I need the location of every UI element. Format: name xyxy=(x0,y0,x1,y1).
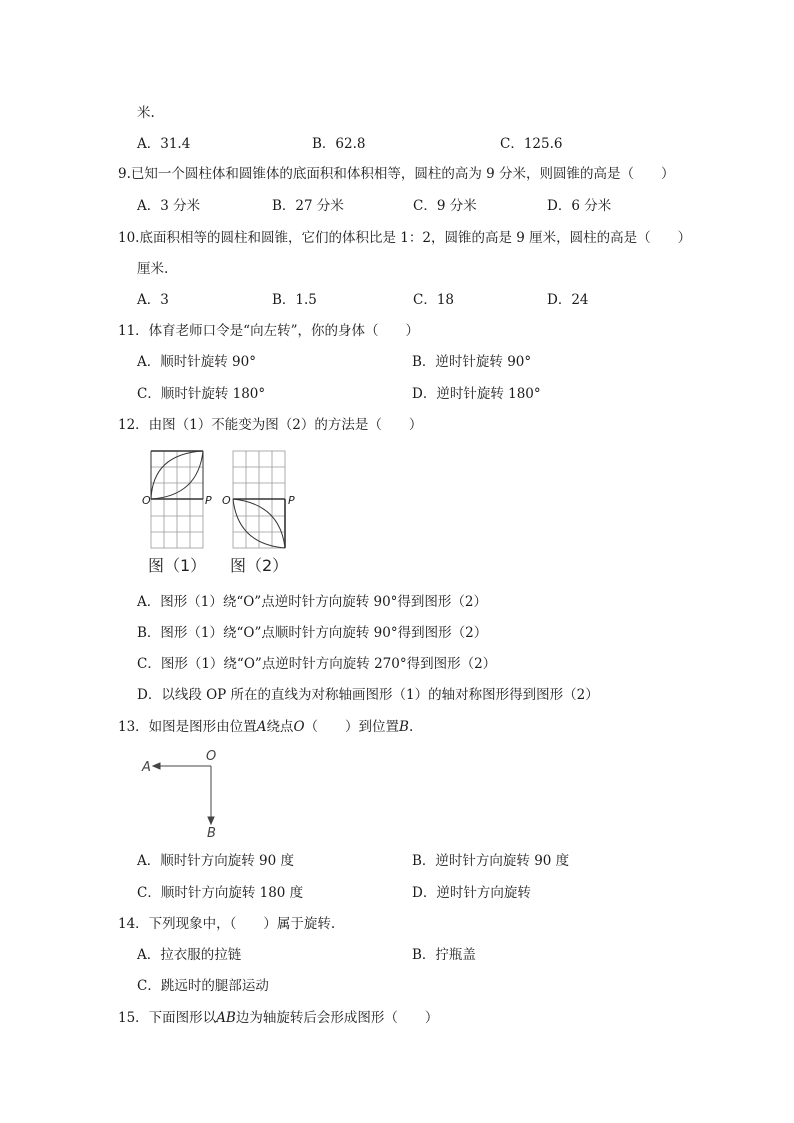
fig1-label-o: O xyxy=(142,494,151,507)
fig2-caption: 图（2） xyxy=(230,556,289,575)
q9-option-d[interactable]: D．6 分米 xyxy=(547,198,612,214)
q10-stem: 10.底面积相等的圆柱和圆锥，它们的体积比是 1：2，圆锥的高是 9 厘米，圆柱的高是（ ） xyxy=(118,230,692,246)
q14-stem: 14．下列现象中，（ ）属于旋转. xyxy=(118,916,336,932)
q11-option-b[interactable]: B．逆时针旋转 90° xyxy=(412,354,532,370)
q12-option-a[interactable]: A．图形（1）绕“O”点逆时针方向旋转 90°得到图形（2） xyxy=(137,594,488,610)
fig2-label-o: O xyxy=(222,494,231,507)
fig13-label-a: A xyxy=(142,760,151,775)
q14-option-c[interactable]: C．跳远时的腿部运动 xyxy=(137,978,269,994)
q13-figure xyxy=(138,745,228,840)
q10-option-b[interactable]: B．1.5 xyxy=(272,292,317,308)
fig1-caption: 图（1） xyxy=(148,556,207,575)
q11-option-a[interactable]: A．顺时针旋转 90° xyxy=(137,354,256,370)
q9-stem: 9.已知一个圆柱体和圆锥体的底面积和体积相等，圆柱的高为 9 分米，则圆锥的高是（ ） xyxy=(118,166,675,182)
q14-option-b[interactable]: B．拧瓶盖 xyxy=(412,947,476,963)
q10-option-a[interactable]: A．3 xyxy=(137,292,169,308)
fig13-label-b: B xyxy=(207,826,216,840)
q13-option-c[interactable]: C．顺时针方向旋转 180 度 xyxy=(137,885,304,901)
q12-option-d[interactable]: D．以线段 OP 所在的直线为对称轴画图形（1）的轴对称图形得到图形（2） xyxy=(137,687,599,703)
q8-option-b[interactable]: B．62.8 xyxy=(312,136,366,152)
q9-option-c[interactable]: C．9 分米 xyxy=(413,198,477,214)
q10-option-d[interactable]: D．24 xyxy=(547,292,589,308)
q9-option-a[interactable]: A．3 分米 xyxy=(137,198,201,214)
q13-option-d[interactable]: D．逆时针方向旋转 xyxy=(412,885,531,901)
q8-option-a[interactable]: A．31.4 xyxy=(137,136,191,152)
q11-option-c[interactable]: C．顺时针旋转 180° xyxy=(137,386,266,402)
q10-option-c[interactable]: C．18 xyxy=(413,292,455,308)
q10-continuation: 厘米. xyxy=(137,261,169,277)
q8-continuation: 米. xyxy=(137,105,155,121)
fig2-label-p: P xyxy=(288,494,295,507)
q9-option-b[interactable]: B．27 分米 xyxy=(272,198,344,214)
q12-option-c[interactable]: C．图形（1）绕“O”点逆时针方向旋转 270°得到图形（2） xyxy=(137,656,497,672)
fig1-label-p: P xyxy=(205,494,212,507)
q14-option-a[interactable]: A．拉衣服的拉链 xyxy=(137,947,242,963)
q12-option-b[interactable]: B．图形（1）绕“O”点顺时针方向旋转 90°得到图形（2） xyxy=(137,625,488,641)
q12-figure xyxy=(138,446,298,578)
q8-option-c[interactable]: C．125.6 xyxy=(500,136,563,152)
q15-stem: 15．下面图形以AB边为轴旋转后会形成图形（ ） xyxy=(118,1010,439,1026)
q12-stem: 12．由图（1）不能变为图（2）的方法是（ ） xyxy=(118,417,423,433)
q13-option-a[interactable]: A．顺时针方向旋转 90 度 xyxy=(137,853,295,869)
fig13-label-o: O xyxy=(206,749,217,764)
q13-stem: 13．如图是图形由位置A绕点O（ ）到位置B. xyxy=(118,719,414,735)
q11-option-d[interactable]: D．逆时针旋转 180° xyxy=(412,386,541,402)
q11-stem: 11．体育老师口令是“向左转”，你的身体（ ） xyxy=(118,323,419,339)
q13-option-b[interactable]: B．逆时针方向旋转 90 度 xyxy=(412,853,570,869)
